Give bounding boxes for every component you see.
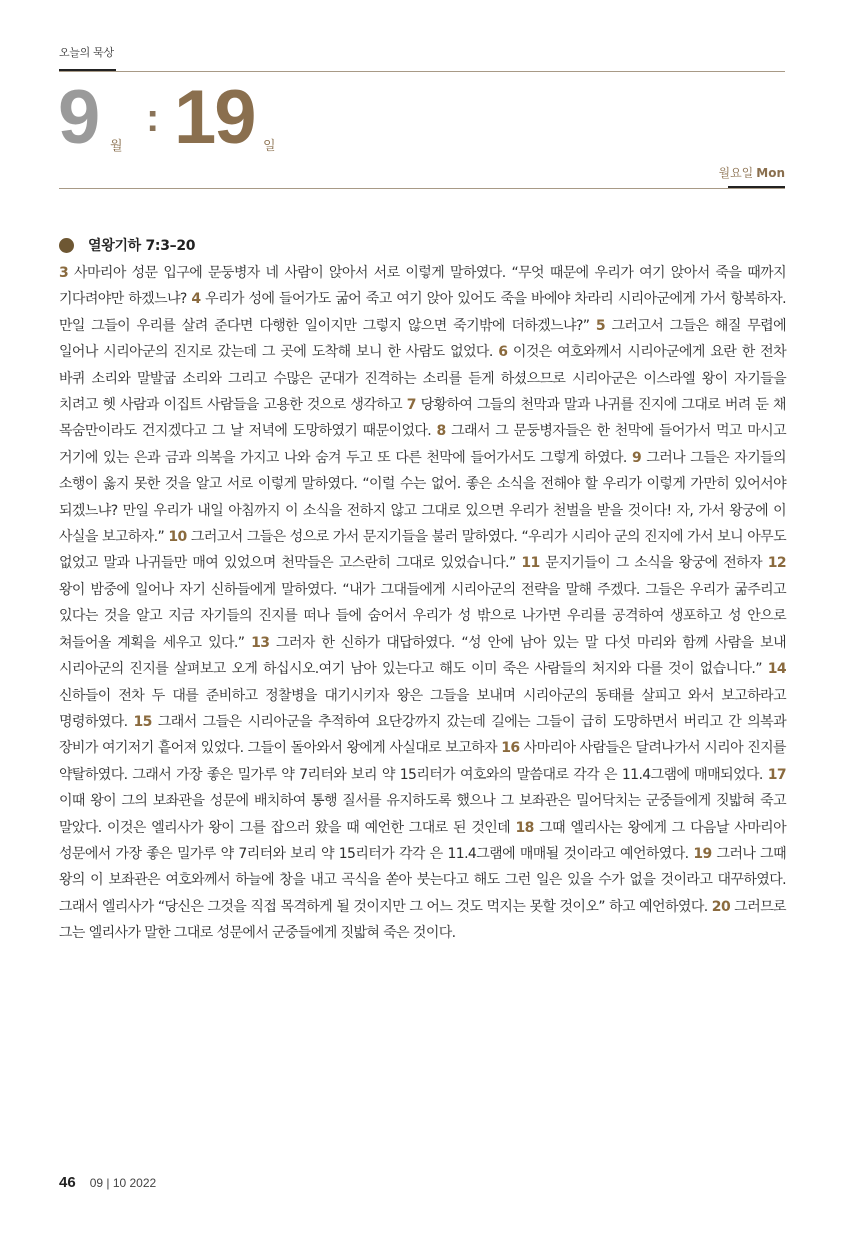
date-day: 19 bbox=[174, 75, 255, 160]
verse-number: 7 bbox=[406, 397, 416, 414]
verse-number: 10 bbox=[168, 529, 187, 546]
date-month: 9 bbox=[58, 75, 99, 160]
verse-number: 5 bbox=[595, 317, 606, 334]
verse-text: 그때 엘리사는 왕에게 그 다음날 사마리아 성문에서 가장 좋은 밀가루 약 7리터와 보리 약 15리터가 각각 은 11.4그램에 매매될 것이라고 예언하였다. bbox=[59, 819, 786, 862]
section-title: 오늘의 묵상 bbox=[59, 46, 114, 59]
verse-number: 13 bbox=[251, 634, 270, 651]
weekday-english: Mon bbox=[756, 166, 785, 180]
date-day-unit: 일 bbox=[263, 139, 276, 154]
verse-text: 사마리아 사람들은 달려나가서 시리아 진지를 약탈하였다. 그래서 가장 좋은 밀가루 약 7리터와 보리 약 15리터가 여호와의 말씀대로 각각 은 11.4그램에 매매되었다. bbox=[59, 740, 786, 783]
verse-text: 사마리아 성문 입구에 문둥병자 네 사람이 앉아서 서로 이렇게 말하였다. “무엇 때문에 우리가 여기 앉아서 죽을 때까지 기다려야만 하겠느냐? bbox=[59, 265, 786, 308]
date-separator: : bbox=[146, 96, 160, 140]
verse-text: 그러고서 그들은 해질 무렵에 일어나 시리아군의 진지로 갔는데 그 곳에 도착해 보니 한 사람도 없었다. bbox=[59, 317, 787, 361]
verse-number: 9 bbox=[631, 449, 642, 466]
verse-text: 그러나 그들은 자기들의 소행이 옳지 못한 것을 알고 서로 이렇게 말하였다. “이럴 수는 없어. 좋은 소식을 전해야 할 우리가 이렇게 가만히 있어서야 되겠느냐? 만일 우리가 내일 아침까지 이 소식을 전하지 않고 그대로 있으면 우리가 천벌을 받을 것이다! 자, 가서 왕궁에 이 사실을 보고하자.” bbox=[59, 449, 786, 546]
verse-text: 이것은 여호와께서 시리아군에게 요란 한 전차 바퀴 소리와 말발굽 소리와 그리고 수많은 군대가 진격하는 소리를 듣게 하셨으므로 시리아군은 이스라엘 왕이 자기들을 치려고 헷 사람과 이집트 사람들을 고용한 것으로 생각하고 bbox=[59, 344, 786, 414]
verse-number: 11 bbox=[521, 555, 540, 572]
verse-text: 왕이 밤중에 일어나 자기 신하들에게 말하였다. “내가 그대들에게 시리아군의 전략을 말해 주겠다. 그들은 우리가 굶주리고 있다는 것을 알고 지금 자기들의 진지를 떠나 들에 숨어서 우리가 성 밖으로 나가면 우리를 공격하여 생포하고 성 안으로 쳐들어올 계획을 세우고 있다.” bbox=[59, 581, 786, 651]
verse-text: 그러나 그때 왕의 이 보좌관은 여호와께서 하늘에 창을 내고 곡식을 쏟아 붓는다고 해도 그런 일은 있을 수가 없을 것이라고 대꾸하였다. 그래서 엘리사가 “당신은 그것을 직접 목격하게 될 것이지만 그 어느 것도 먹지는 못할 것이오” 하고 예언하였다. bbox=[59, 845, 786, 915]
verse-number: 3 bbox=[59, 265, 69, 281]
issue-date: 09 | 10 2022 bbox=[89, 1176, 157, 1190]
verse-number: 15 bbox=[133, 713, 152, 730]
verse-text: 우리가 성에 들어가도 굶어 죽고 여기 앉아 있어도 죽을 바에야 차라리 시리아군에게 가서 항복하자. 만일 그들이 우리를 살려 준다면 다행한 일이지만 그렇지 않으면 죽기밖에 더하겠느냐?” bbox=[59, 291, 786, 334]
verse-number: 18 bbox=[515, 819, 534, 836]
verse-text: 당황하여 그들의 천막과 말과 나귀를 진지에 그대로 버려 둔 채 목숨만이라도 건지겠다고 그 날 저녁에 도망하였기 때문이었다. bbox=[59, 397, 786, 440]
verse-text: 그러므로 그는 엘리사가 말한 그대로 성문에서 군중들에게 짓밟혀 죽은 것이다. bbox=[59, 898, 786, 942]
weekday-korean: 월요일 bbox=[718, 166, 754, 180]
verse-number: 17 bbox=[767, 766, 786, 783]
verse-text: 그러자 한 신하가 대답하였다. “성 안에 남아 있는 말 다섯 마리와 함께 사람을 보내 시리아군의 진지를 살펴보고 오게 하십시오.여기 남아 있는다고 해도 이미 죽은 사람들의 처지와 다를 것이 없습니다.” bbox=[59, 634, 787, 678]
scripture-body bbox=[59, 260, 786, 947]
verse-number: 20 bbox=[711, 898, 731, 915]
header-rule bbox=[59, 71, 785, 72]
verse-number: 19 bbox=[693, 845, 712, 862]
verse-number: 8 bbox=[436, 423, 446, 440]
verse-text: 그래서 그들은 시리아군을 추적하여 요단강까지 갔는데 길에는 그들이 급히 도망하면서 버리고 간 의복과 장비가 여기저기 흩어져 있었다. 그들이 돌아와서 왕에게 사실대로 보고하자 bbox=[59, 713, 787, 757]
verse-text: 그러고서 그들은 성으로 가서 문지기들을 불러 말하였다. “우리가 시리아 군의 진지에 가서 보니 아무도 없었고 말과 나귀들만 매여 있었으며 천막들은 고스란히 그대로 있었습니다.” bbox=[59, 529, 786, 572]
verse-number: 16 bbox=[501, 740, 520, 757]
verse-text: 문지기들이 그 소식을 왕궁에 전하자 bbox=[545, 555, 763, 572]
verse-text: 신하들이 전차 두 대를 준비하고 정찰병을 대기시키자 왕은 그들을 보내며 시리아군의 동태를 살피고 와서 보고하라고 명령하였다. bbox=[59, 687, 786, 730]
date-month-unit: 월 bbox=[110, 139, 123, 154]
date-divider-rule bbox=[59, 188, 785, 189]
page-number: 46 bbox=[59, 1174, 76, 1191]
verse-number: 6 bbox=[498, 344, 508, 361]
verse-number: 4 bbox=[191, 291, 201, 308]
weekday bbox=[718, 164, 785, 181]
page-footer bbox=[59, 1174, 156, 1191]
bullet-dot-icon bbox=[59, 238, 74, 253]
scripture-reference: 열왕기하 7:3–20 bbox=[88, 238, 196, 254]
verse-text: 이때 왕이 그의 보좌관을 성문에 배치하여 통행 질서를 유지하도록 했으나 그 보좌관은 밀어닥치는 군중들에게 짓밟혀 죽고 말았다. 이것은 엘리사가 왕이 그를 잡으러 왔을 때 예언한 그대로 된 것인데 bbox=[59, 793, 786, 836]
scripture-heading bbox=[59, 235, 195, 255]
verse-number: 12 bbox=[767, 555, 787, 572]
verse-number: 14 bbox=[767, 661, 786, 678]
verse-text: 그래서 그 문둥병자들은 한 천막에 들어가서 먹고 마시고 거기에 있는 은과 금과 의복을 가지고 나와 숨겨 두고 또 다른 천막에 들어가서도 그렇게 하였다. bbox=[59, 423, 787, 466]
